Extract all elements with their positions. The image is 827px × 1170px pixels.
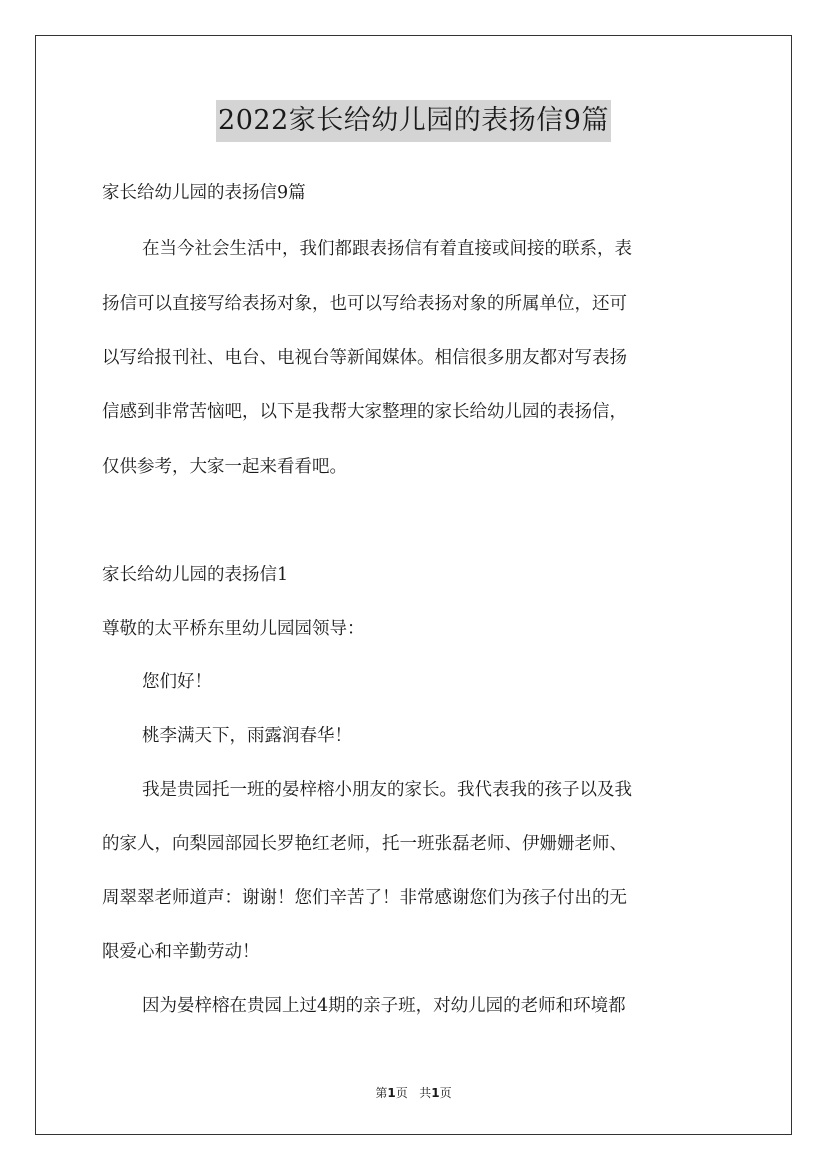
letter-phrase: 桃李满天下，雨露润春华！ [142,726,352,746]
paragraph1-line-3: 周翠翠老师道声：谢谢！您们辛苦了！非常感谢您们为孩子付出的无 [102,888,627,908]
document-title: 2022家长给幼儿园的表扬信9篇 [216,100,611,142]
intro-line-2: 扬信可以直接写给表扬对象，也可以写给表扬对象的所属单位，还可 [102,294,627,314]
letter-heading: 家长给幼儿园的表扬信1 [102,565,289,585]
paragraph2-line-1: 因为晏梓榕在贵园上过4期的亲子班，对幼儿园的老师和环境都 [142,996,626,1016]
paragraph1-line-4: 限爱心和辛勤劳动！ [102,942,260,962]
letter-salutation: 尊敬的太平桥东里幼儿园园领导： [102,619,365,639]
letter-greeting: 您们好！ [142,672,212,692]
footer-page-number: 1 [387,1086,396,1100]
footer-total-prefix: 共 [419,1086,432,1100]
footer-page-suffix: 页 [395,1086,408,1100]
page-footer [0,1085,827,1101]
footer-total-number: 1 [431,1086,440,1100]
title-container [0,100,827,142]
paragraph1-line-2: 的家人，向梨园部园长罗艳红老师，托一班张磊老师、伊姗姗老师、 [102,834,627,854]
intro-line-5: 仅供参考，大家一起来看看吧。 [102,457,347,477]
intro-line-3: 以写给报刊社、电台、电视台等新闻媒体。相信很多朋友都对写表扬 [102,348,627,368]
footer-total-suffix: 页 [439,1086,452,1100]
footer-page-prefix: 第 [375,1086,388,1100]
paragraph1-line-1: 我是贵园托一班的晏梓榕小朋友的家长。我代表我的孩子以及我 [142,780,632,800]
intro-line-1: 在当今社会生活中，我们都跟表扬信有着直接或间接的联系，表 [142,239,632,259]
intro-line-4: 信感到非常苦恼吧，以下是我帮大家整理的家长给幼儿园的表扬信， [102,402,627,422]
document-subtitle: 家长给幼儿园的表扬信9篇 [102,183,306,203]
